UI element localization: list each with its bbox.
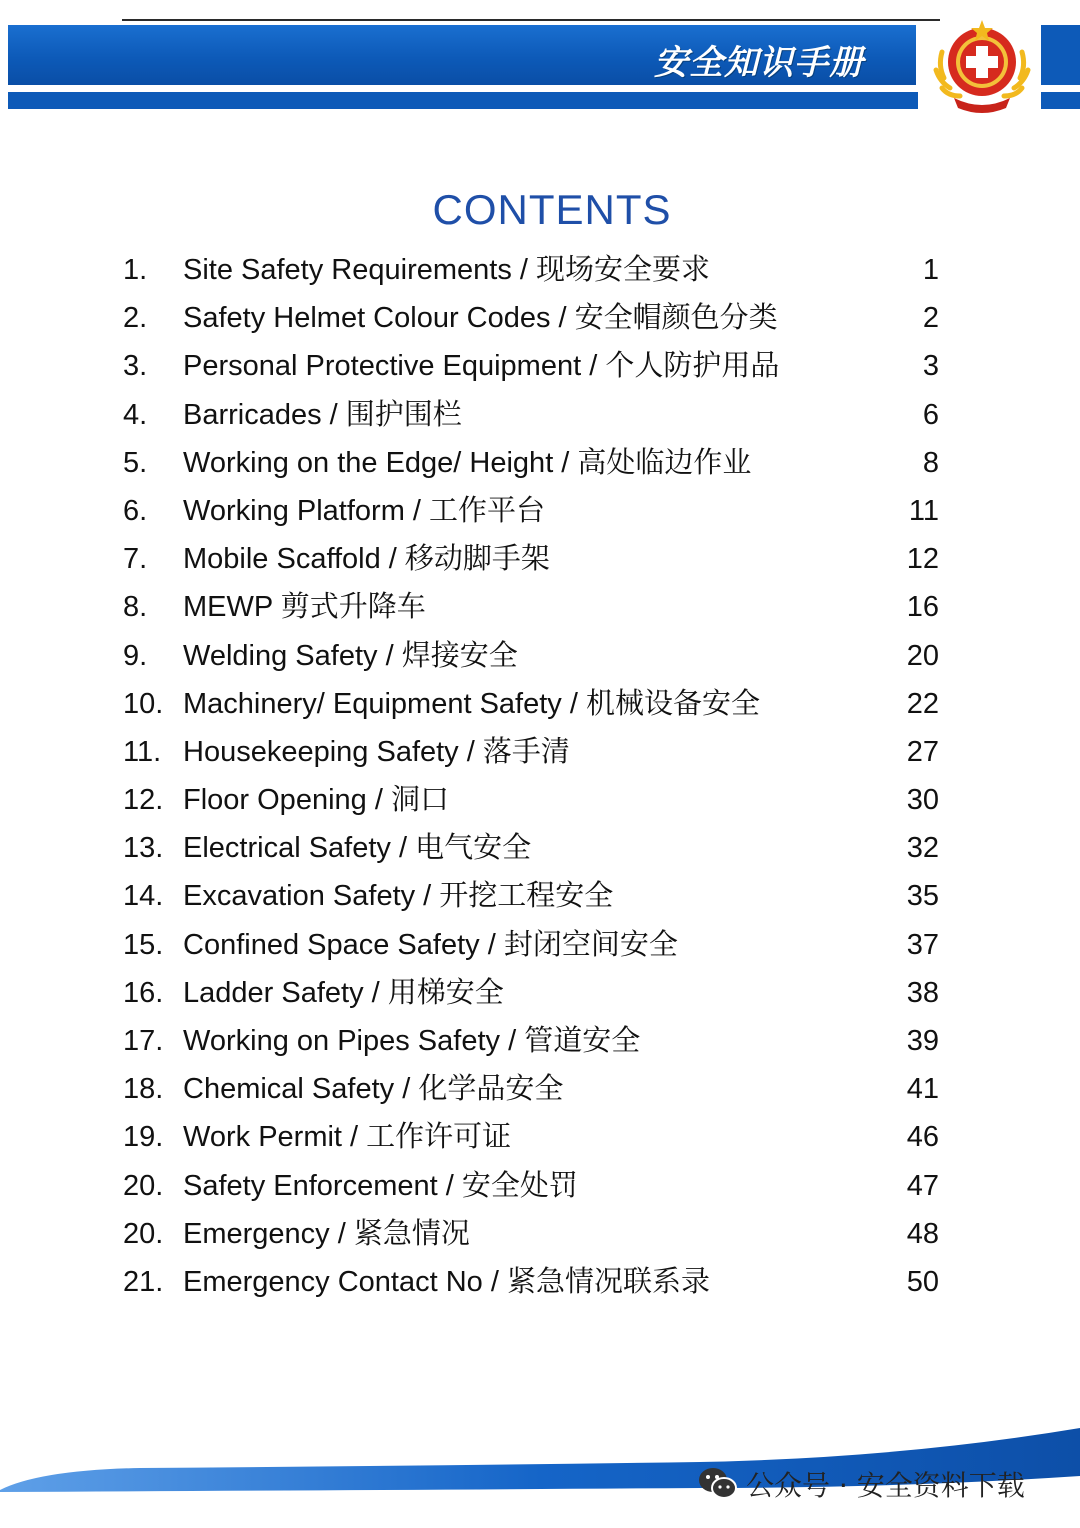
- toc-label: Mobile Scaffold / 移动脚手架: [183, 543, 550, 576]
- toc-number: 10.: [123, 687, 164, 720]
- toc-label: Housekeeping Safety / 落手清: [183, 735, 570, 768]
- toc-page: 22: [906, 687, 939, 720]
- toc-label: Chemical Safety / 化学品安全: [183, 1073, 564, 1106]
- toc-row[interactable]: [0, 535, 1080, 583]
- toc-row[interactable]: [0, 1258, 1080, 1306]
- toc-page: 6: [922, 398, 939, 431]
- toc-number: 4.: [123, 398, 148, 431]
- toc-number: 15.: [123, 928, 164, 961]
- toc-label: Ladder Safety / 用梯安全: [183, 976, 504, 1009]
- toc-label: Safety Enforcement / 安全处罚: [183, 1169, 578, 1202]
- toc-page: 8: [922, 446, 939, 479]
- toc-row[interactable]: [0, 632, 1080, 680]
- header-banner-right: [1041, 25, 1080, 85]
- toc-page: 11: [908, 494, 939, 527]
- toc-number: 7.: [123, 543, 148, 576]
- toc-label: Working on Pipes Safety / 管道安全: [183, 1025, 641, 1057]
- header-banner-right-strip: [1041, 92, 1080, 109]
- toc-number: 17.: [123, 1025, 164, 1057]
- toc-row[interactable]: [0, 1210, 1080, 1258]
- toc-number: 19.: [123, 1121, 164, 1154]
- toc-number: 20.: [123, 1217, 164, 1250]
- toc-page: 35: [906, 880, 939, 913]
- toc-row[interactable]: [0, 391, 1080, 439]
- wechat-icon: [698, 1466, 738, 1502]
- toc-row[interactable]: [0, 728, 1080, 776]
- toc-number: 5.: [123, 446, 148, 479]
- toc-label: Work Permit / 工作许可证: [183, 1121, 512, 1154]
- toc-label: Safety Helmet Colour Codes / 安全帽颜色分类: [183, 302, 778, 335]
- toc-number: 13.: [123, 832, 164, 865]
- toc-row[interactable]: [0, 776, 1080, 824]
- toc-row[interactable]: [0, 969, 1080, 1017]
- toc-number: 2.: [123, 302, 148, 335]
- toc-number: 9.: [123, 639, 148, 672]
- toc-row[interactable]: [0, 294, 1080, 342]
- toc-row[interactable]: [0, 1162, 1080, 1210]
- toc-label: Floor Opening / 洞口: [183, 784, 449, 817]
- toc-page: 12: [906, 543, 939, 576]
- contents-title: CONTENTS: [432, 186, 672, 233]
- toc-label: Working Platform / 工作平台: [183, 494, 546, 527]
- toc-row[interactable]: [0, 342, 1080, 390]
- toc-label: Welding Safety / 焊接安全: [183, 639, 518, 672]
- toc-number: 6.: [123, 494, 148, 527]
- toc-page: 2: [922, 302, 939, 335]
- toc-label: Personal Protective Equipment / 个人防护用品: [183, 350, 780, 383]
- toc-label: Confined Space Safety / 封闭空间安全: [183, 928, 678, 961]
- footer-watermark: [698, 1462, 1025, 1506]
- toc-row[interactable]: [0, 680, 1080, 728]
- toc-number: 21.: [123, 1265, 164, 1298]
- toc-row[interactable]: [0, 824, 1080, 872]
- toc-number: 3.: [123, 350, 148, 383]
- toc-row[interactable]: [0, 246, 1080, 294]
- toc-row[interactable]: [0, 921, 1080, 969]
- toc-row[interactable]: [0, 1017, 1080, 1065]
- toc-label: Working on the Edge/ Height / 高处临边作业: [183, 446, 752, 479]
- toc-page: 1: [922, 254, 939, 286]
- toc-page: 37: [906, 928, 939, 961]
- toc-number: 12.: [123, 784, 164, 817]
- toc-number: 1.: [123, 254, 148, 286]
- toc-page: 27: [906, 735, 939, 768]
- toc-page: 38: [906, 976, 939, 1009]
- toc-page: 16: [906, 591, 939, 624]
- toc-number: 11.: [123, 735, 162, 768]
- toc-page: 3: [922, 350, 939, 383]
- toc-row[interactable]: [0, 439, 1080, 487]
- header-banner: [8, 25, 916, 85]
- toc-label: Site Safety Requirements / 现场安全要求: [183, 254, 710, 286]
- toc-page: 46: [906, 1121, 939, 1154]
- toc-label: MEWP 剪式升降车: [183, 591, 426, 624]
- toc-label: Emergency / 紧急情况: [183, 1217, 470, 1250]
- toc-label: Barricades / 围护围栏: [183, 398, 462, 431]
- toc-number: 8.: [123, 591, 148, 624]
- toc-page: 47: [906, 1169, 939, 1202]
- toc-row[interactable]: [0, 1065, 1080, 1113]
- top-rule: [122, 19, 940, 21]
- toc-label: Electrical Safety / 电气安全: [183, 832, 532, 865]
- table-of-contents: [0, 246, 1080, 1306]
- toc-row[interactable]: [0, 1113, 1080, 1161]
- toc-number: 20.: [123, 1169, 164, 1202]
- toc-row[interactable]: [0, 583, 1080, 631]
- toc-number: 16.: [123, 976, 164, 1009]
- toc-page: 39: [906, 1025, 939, 1057]
- toc-page: 32: [906, 832, 939, 865]
- header-banner-strip: [8, 92, 918, 109]
- toc-page: 30: [906, 784, 939, 817]
- toc-page: 41: [906, 1073, 939, 1106]
- toc-label: Emergency Contact No / 紧急情况联系录: [183, 1265, 710, 1298]
- toc-page: 20: [906, 639, 939, 672]
- toc-label: Machinery/ Equipment Safety / 机械设备安全: [183, 687, 760, 720]
- footer-watermark-text: 公众号 · 安全资料下载: [746, 1469, 1025, 1502]
- toc-row[interactable]: [0, 487, 1080, 535]
- red-cross-shield-emblem-icon: [930, 16, 1034, 116]
- toc-page: 48: [906, 1217, 939, 1250]
- toc-label: Excavation Safety / 开挖工程安全: [183, 880, 614, 913]
- toc-number: 14.: [123, 880, 164, 913]
- banner-title: 安全知识手册: [654, 43, 864, 83]
- toc-number: 18.: [123, 1073, 164, 1106]
- toc-row[interactable]: [0, 872, 1080, 920]
- toc-page: 50: [906, 1265, 939, 1298]
